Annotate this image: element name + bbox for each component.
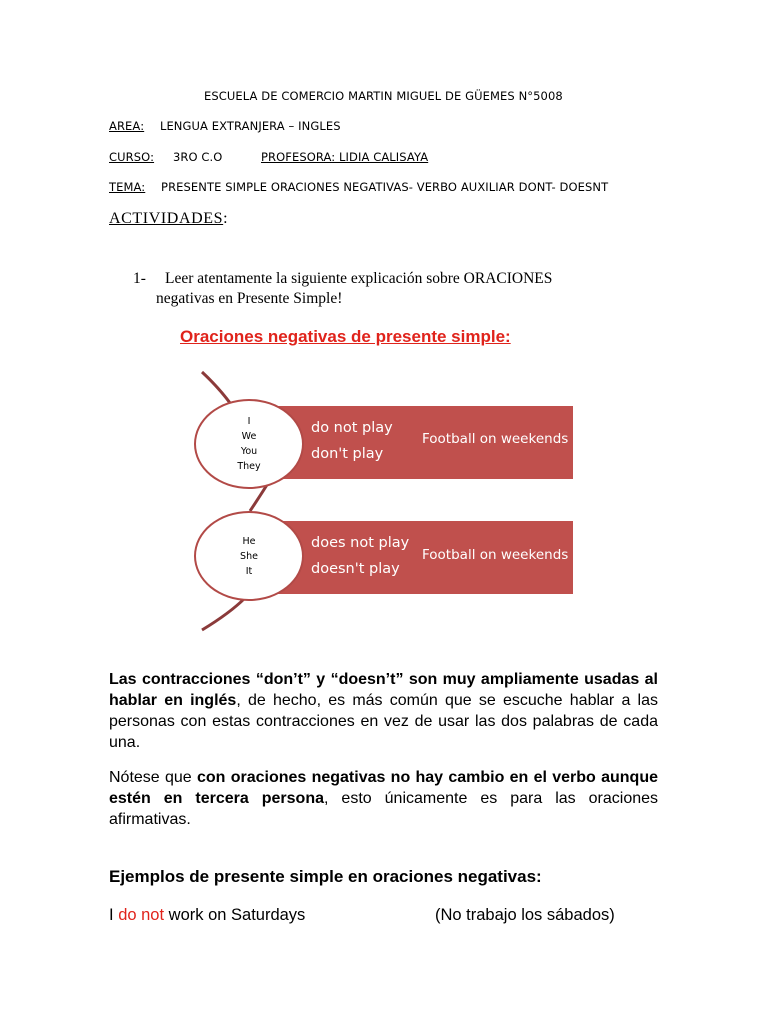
pronoun: She [240, 550, 258, 562]
activities-heading: ACTIVIDADES: [109, 210, 229, 227]
paragraph-contractions-rest: , de hecho, es más común que se escuche hablar a las personas con estas contracciones en vez de usar las dos palabras de cada una. [109, 692, 659, 751]
section-title: Oraciones negativas de presente simple: [180, 327, 511, 346]
negatives-diagram [190, 368, 580, 633]
activity-item-line1: Leer atentamente la siguiente explicación sobre ORACIONES [165, 270, 553, 287]
school-name: ESCUELA DE COMERCIO MARTIN MIGUEL DE GÜEMES N°5008 [204, 89, 563, 103]
verb-full-1: do not play [311, 420, 393, 436]
pronoun: You [240, 446, 258, 457]
paragraph-contractions-bold: Las contracciones “don’t” y “doesn’t” son muy ampliamente usadas al hablar en inglés [109, 671, 658, 709]
pronoun: We [241, 431, 257, 442]
curso-value: 3RO C.O [173, 150, 223, 164]
object-1: Football on weekends [422, 431, 569, 447]
paragraph-third-person [109, 767, 658, 830]
curso-row [109, 150, 154, 164]
example-subject: I [109, 906, 114, 924]
paragraph-third-person-rest: , esto únicamente es para las oraciones afirmativas. [109, 790, 659, 828]
tema-value: PRESENTE SIMPLE ORACIONES NEGATIVAS- VERBO AUXILIAR DONT- DOESNT [161, 180, 609, 194]
pronoun: They [237, 461, 261, 472]
curso-label: CURSO: [109, 150, 155, 164]
examples-heading: Ejemplos de presente simple en oraciones negativas: [109, 867, 542, 886]
paragraph-contractions [109, 669, 658, 753]
area-label: AREA: [109, 119, 145, 133]
pronoun: It [245, 565, 253, 577]
object-2: Football on weekends [422, 547, 569, 563]
paragraph-third-person-start: Nótese que [109, 769, 197, 786]
band-group-2 [275, 521, 573, 594]
example-sentence-1 [109, 906, 305, 925]
verb-contracted-1: don't play [311, 446, 384, 462]
activity-item-number: 1- [133, 270, 146, 287]
pronoun: I [247, 416, 251, 427]
profesora: PROFESORA: LIDIA CALISAYA [261, 150, 429, 164]
tema-label: TEMA: [109, 180, 146, 194]
paragraph-third-person-bold: con oraciones negativas no hay cambio en el verbo aunque estén en tercera persona [109, 769, 658, 807]
example-negation: do not [118, 906, 165, 924]
example-translation-1: (No trabajo los sábados) [435, 906, 615, 924]
band-group-1 [275, 406, 573, 479]
pronoun-circle-1 [194, 399, 304, 489]
pronoun-circle-2 [194, 511, 304, 601]
verb-full-2: does not play [311, 535, 410, 551]
area-row [109, 119, 341, 133]
pronoun: He [242, 535, 256, 547]
example-rest: work on Saturdays [168, 906, 306, 924]
tema-row [109, 180, 608, 194]
area-value: LENGUA EXTRANJERA – INGLES [159, 119, 341, 133]
activity-item-line2: negativas en Presente Simple! [156, 290, 343, 307]
verb-contracted-2: doesn't play [311, 561, 400, 577]
